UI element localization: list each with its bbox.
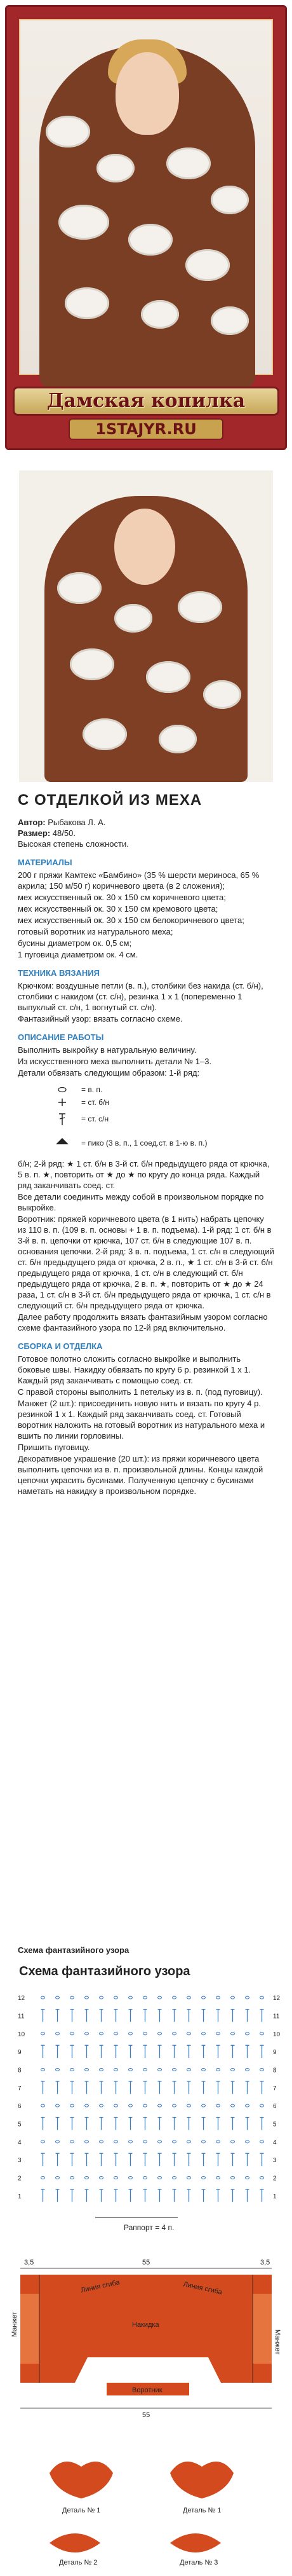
row-number: 8 [273, 2067, 277, 2074]
assembly-text: Готовое полотно сложить согласно выкройке и выполнить боковые швы. Накидку обвязать по кругу 6 р. резинкой 1 x 1. Каждый ряд заканчивать с помощью соед. ст. [18, 1354, 251, 1385]
material-item: мех искусственный ок. 30 x 150 см коричневого цвета; [18, 893, 226, 902]
material-item: 1 пуговица диаметром ок. 4 см. [18, 950, 138, 959]
chain-mark [231, 2141, 235, 2143]
sleeve-label-left: Манжет [11, 2312, 18, 2337]
chain-mark [158, 1996, 162, 1999]
row-number: 2 [18, 2175, 22, 2182]
detail-1-shape [50, 2462, 113, 2498]
chain-mark [143, 2104, 147, 2107]
top-width-label: 55 [142, 2259, 150, 2266]
chain-mark [202, 2177, 206, 2179]
chain-mark [100, 2069, 103, 2071]
assembly-text: Манжет (2 шт.): присоединить новую нить и вязать по кругу 4 р. резинкой 1 x 1. Каждый ряд заканчивать соед. ст. Готовый воротник наложить на готовый воротник из натурального меха и вшить по линии горловины. [18, 1399, 265, 1441]
chain-mark [70, 1996, 74, 1999]
chain-mark [70, 2032, 74, 2035]
chain-mark [231, 2069, 235, 2071]
row-number: 12 [273, 1995, 281, 2003]
chain-mark [187, 2177, 191, 2179]
chain-mark [129, 2141, 133, 2143]
chain-mark [158, 2141, 162, 2143]
repeat-label: Раппорт = 4 п. [124, 2223, 175, 2232]
chain-mark [85, 2032, 89, 2035]
chain-mark [216, 2177, 220, 2179]
chain-mark [187, 2032, 191, 2035]
chain-mark [202, 2141, 206, 2143]
chain-mark [70, 2177, 74, 2179]
chain-mark [41, 2141, 45, 2143]
materials-heading: МАТЕРИАЛЫ [18, 858, 72, 867]
assembly-text: Декоративное украшение (20 шт.): из пряжи коричневого цвета выполнить цепочки из в. п. произвольной длины. Концы каждой цепочки украсить бусинами. Полученную цепочку с бусинами наметать на накидку в произвольном порядке. [18, 1454, 263, 1496]
chain-mark [202, 2032, 206, 2035]
diagram-svg [13, 1982, 279, 2237]
chain-mark [202, 1996, 206, 1999]
technique-heading: ТЕХНИКА ВЯЗАНИЯ [18, 968, 100, 978]
row-number: 4 [18, 2139, 22, 2146]
chain-mark [173, 2069, 176, 2071]
body-text: Воротник: пряжей коричневого цвета (в 1 нить) набрать цепочку из 110 в. п. (109 в. п. основы + 1 в. п. подъема). 1-й ряд: 1 ст. б/н в 3-й в. п. цепочки от крючка, 107 ст. б/н в следующие 107 в. п. основания цепочки. 2-й ряд: 3 в. п. подъема, 1 ст. с/н в следующий ст. б/н предыдущего ряда от крючка, 2 в. п., ★ 1 ст. с/н в 3-й ст. б/н предыдущего ряда от крючка, 1 ст. с/н в следующий ст. б/н предыдущего ряда от крючка, 2 в. п. ★, повторить от ★ до ★ 24 раза, 1 ст. с/н в 3-й ст. б/н предыдущего ряда от крючка, 1 ст. с/н в следующий ст. б/н предыдущего ряда от крючка. [18, 1214, 274, 1310]
row-number: 5 [273, 2121, 277, 2128]
chain-mark [158, 2177, 162, 2179]
side-width-label: 3,5 [260, 2259, 270, 2266]
row-number: 11 [273, 2013, 280, 2020]
fold-label-2: Линия сгиба [182, 2280, 223, 2296]
material-item: готовый воротник из натурального меха; [18, 927, 173, 936]
chain-mark [158, 2104, 162, 2107]
chain-mark [129, 2032, 133, 2035]
article-title: С ОТДЕЛКОЙ ИЗ МЕХА [18, 791, 202, 809]
chain-mark [100, 1996, 103, 1999]
chain-mark [187, 2104, 191, 2107]
chain-mark [129, 1996, 133, 1999]
detail-3-shape [170, 2533, 221, 2552]
chain-mark [231, 2177, 235, 2179]
pattern-layout [11, 2256, 281, 2446]
description-heading: ОПИСАНИЕ РАБОТЫ [18, 1032, 104, 1042]
chain-mark [246, 2032, 249, 2035]
chain-mark [114, 2104, 118, 2107]
stitch-legend [18, 1083, 274, 1153]
row-number: 6 [18, 2103, 22, 2111]
chain-mark [202, 2104, 206, 2107]
chain-mark [85, 2104, 89, 2107]
chain-mark [187, 1996, 191, 1999]
chain-mark [260, 2177, 264, 2179]
row-number: 9 [18, 2049, 22, 2057]
chain-mark [56, 2032, 60, 2035]
chain-mark [56, 2104, 60, 2107]
chain-mark [173, 1996, 176, 1999]
row-number: 6 [273, 2103, 277, 2111]
cape-label: Накидка [132, 2321, 159, 2329]
chain-mark [246, 2104, 249, 2107]
chain-mark [143, 2177, 147, 2179]
chain-mark [129, 2104, 133, 2107]
chain-mark [114, 2069, 118, 2071]
chain-mark [260, 2069, 264, 2071]
row-number: 3 [273, 2157, 277, 2165]
chain-mark [173, 2104, 176, 2107]
detail-label: Деталь № 1 [62, 2507, 101, 2514]
chain-mark [143, 2032, 147, 2035]
assembly-text: С правой стороны выполнить 1 петельку из в. п. (под пуговицу). [18, 1387, 263, 1397]
material-item: 200 г пряжи Камтекс «Бамбино» (35 % шерсти мериноса, 65 % акрила; 150 м/50 г) коричневого цвета (в 2 сложения); [18, 870, 260, 891]
banner [5, 5, 287, 450]
row-number: 10 [18, 2031, 25, 2038]
chain-mark [85, 2177, 89, 2179]
collar-label: Воротник [132, 2387, 163, 2394]
chain-mark [158, 2032, 162, 2035]
chain-mark [41, 2177, 45, 2179]
row-number: 9 [273, 2049, 277, 2057]
row-number: 3 [18, 2157, 22, 2165]
row-number: 12 [18, 1995, 25, 2003]
chain-mark [56, 2069, 60, 2071]
model-face [116, 52, 179, 135]
article [18, 791, 274, 1497]
row-number: 1 [273, 2193, 277, 2200]
chain-mark [216, 2032, 220, 2035]
detail-label: Деталь № 3 [180, 2559, 218, 2566]
technique-text: Фантазийный узор: вязать согласно схеме. [18, 1014, 183, 1024]
chain-mark [173, 2141, 176, 2143]
product-photo [19, 470, 273, 782]
legend-sc: = ст. б/н [81, 1098, 110, 1107]
side-width-label: 3,5 [24, 2259, 34, 2266]
chain-mark [85, 1996, 89, 1999]
detail-1b-shape [170, 2462, 234, 2498]
technique-text: Крючком: воздушные петли (в. п.), столбики без накида (ст. б/н), столбики с накидом (ст. с/н), резинка 1 x 1 (попеременно 1 выпуклый ст. с/н, 1 вогнутый ст. с/н). [18, 981, 263, 1012]
author-label: Автор: [18, 818, 46, 827]
row-number: 8 [18, 2067, 22, 2074]
assembly-text: Пришить пуговицу. [18, 1442, 90, 1452]
chain-mark [41, 2104, 45, 2107]
chain-mark [100, 2141, 103, 2143]
body-text: б/н; 2-й ряд: ★ 1 ст. б/н в 3-й ст. б/н предыдущего ряда от крючка, 5 в. п. ★, повторить от ★ до ★ по кругу до конца ряда. Каждый ряд заканчивать соед. ст. [18, 1159, 270, 1190]
author: Рыбакова Л. А. [48, 818, 106, 827]
chain-mark [260, 1996, 264, 1999]
row-number: 5 [18, 2121, 22, 2128]
chain-mark [246, 2141, 249, 2143]
difficulty: Высокая степень сложности. [18, 839, 129, 849]
row-number: 10 [273, 2031, 281, 2038]
chain-mark [246, 2177, 249, 2179]
row-number: 1 [18, 2193, 22, 2200]
bottom-width-label: 55 [142, 2411, 150, 2419]
chain-mark [231, 2104, 235, 2107]
chain-mark [231, 1996, 235, 1999]
detail-label: Деталь № 1 [183, 2507, 222, 2514]
chain-mark [114, 1996, 118, 1999]
material-item: бусины диаметром ок. 0,5 см; [18, 938, 132, 948]
size-label: Размер: [18, 828, 51, 838]
legend-picot: = пико (3 в. п., 1 соед.ст. в 1-ю в. п.) [81, 1139, 208, 1148]
chain-mark [85, 2069, 89, 2071]
diagram-title: Схема фантазийного узора [19, 1964, 190, 1978]
chain-mark [216, 2069, 220, 2071]
material-item: мех искусственный ок. 30 x 150 см белокоричневого цвета; [18, 915, 244, 925]
chain-mark [231, 2032, 235, 2035]
banner-photo [19, 19, 273, 375]
chain-mark [260, 2104, 264, 2107]
body-text: Все детали соединить между собой в произвольном порядке по выкройке. [18, 1192, 264, 1212]
chain-mark [41, 1996, 45, 1999]
chain-mark [70, 2104, 74, 2107]
chain-mark [246, 2069, 249, 2071]
chain-mark [187, 2141, 191, 2143]
stitch-diagram [13, 1964, 279, 2238]
chain-mark [56, 2177, 60, 2179]
chain-mark [114, 2141, 118, 2143]
chain-mark [85, 2141, 89, 2143]
article-meta [18, 817, 274, 849]
chain-mark [216, 2141, 220, 2143]
chain-mark [216, 2104, 220, 2107]
chain-mark [70, 2141, 74, 2143]
chain-mark [56, 2141, 60, 2143]
chain-mark [41, 2032, 45, 2035]
chain-mark [100, 2177, 103, 2179]
assembly-heading: СБОРКА И ОТДЕЛКА [18, 1341, 103, 1351]
size: 48/50. [52, 828, 76, 838]
chain-mark [260, 2032, 264, 2035]
chain-mark [143, 2069, 147, 2071]
row-number: 7 [18, 2085, 22, 2092]
chain-mark [41, 2069, 45, 2071]
chain-mark [114, 2177, 118, 2179]
chain-mark [143, 2141, 147, 2143]
chain-mark [70, 2069, 74, 2071]
chain-mark [114, 2032, 118, 2035]
chain-mark [202, 2069, 206, 2071]
scheme-caption: Схема фантазийного узора [18, 1945, 129, 1955]
chain-mark [260, 2141, 264, 2143]
legend-chain: = в. п. [81, 1085, 103, 1094]
detail-label: Деталь № 2 [59, 2559, 98, 2566]
row-number: 4 [273, 2139, 277, 2146]
sleeve-label-right: Манжет [274, 2329, 281, 2355]
site-url[interactable]: 1STAJYR.RU [69, 418, 223, 440]
chain-mark [246, 1996, 249, 1999]
chain-mark [216, 1996, 220, 1999]
row-number: 2 [273, 2175, 277, 2182]
material-item: мех искусственный ок. 30 x 150 см кремового цвета; [18, 904, 218, 914]
chain-mark [158, 2069, 162, 2071]
legend-dc: = ст. с/н [81, 1114, 109, 1123]
chain-mark [129, 2177, 133, 2179]
chain-mark [129, 2069, 133, 2071]
chain-mark [173, 2177, 176, 2179]
description-text: Детали обвязать следующим образом: 1-й ряд: [18, 1068, 200, 1078]
chain-mark [100, 2032, 103, 2035]
description-text: Выполнить выкройку в натуральную величину. [18, 1045, 197, 1055]
row-number: 7 [273, 2085, 277, 2092]
site-title: Дамская копилка [13, 387, 279, 416]
chain-mark [187, 2069, 191, 2071]
body-text: Далее работу продолжить вязать фантазийным узором согласно схеме фантазийного узора по 12-й ряд включительно. [18, 1312, 268, 1333]
chain-mark [173, 2032, 176, 2035]
row-number: 11 [18, 2013, 25, 2020]
chain-mark [100, 2104, 103, 2107]
chain-mark [143, 1996, 147, 1999]
pattern-details [11, 2454, 281, 2568]
fold-label: Линия сгиба [80, 2278, 121, 2294]
description-text: Из искусственного меха выполнить детали № 1–3. [18, 1057, 212, 1066]
detail-2-shape [50, 2533, 100, 2552]
chain-mark [56, 1996, 60, 1999]
